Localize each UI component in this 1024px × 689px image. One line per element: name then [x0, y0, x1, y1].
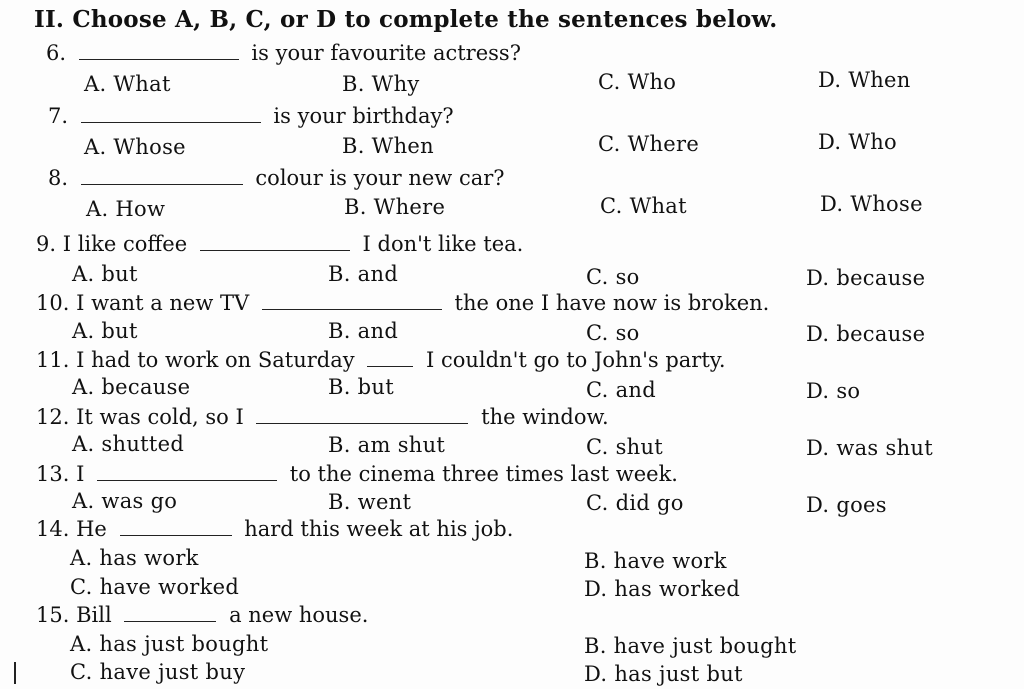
- question-text-before: I like coffee: [62, 232, 188, 256]
- option-d: D. has worked: [584, 577, 741, 601]
- option-c: C. Where: [598, 132, 700, 156]
- question-text-after: the window.: [481, 405, 609, 429]
- option-a: A. but: [72, 262, 138, 286]
- option-a: A. shutted: [72, 432, 185, 456]
- question-text-before: He: [76, 517, 107, 541]
- option-a: A. Whose: [84, 135, 186, 159]
- question-text-after: is your birthday?: [273, 104, 454, 128]
- question-9: [36, 231, 523, 257]
- question-number: 8.: [48, 166, 69, 190]
- option-c: C. shut: [586, 435, 664, 459]
- option-b: B. and: [328, 262, 399, 286]
- question-text-after: the one I have now is broken.: [454, 291, 770, 315]
- option-b: B. but: [328, 375, 394, 399]
- question-13: [36, 461, 678, 487]
- question-10: [36, 290, 769, 316]
- option-a: A. How: [86, 197, 166, 221]
- question-text-before: I had to work on Saturday: [76, 348, 355, 372]
- answer-blank: [97, 462, 277, 481]
- question-text-after: hard this week at his job.: [244, 517, 514, 541]
- question-number: 7.: [48, 104, 69, 128]
- option-b: B. and: [328, 319, 399, 343]
- answer-blank: [256, 405, 468, 424]
- option-c: C. and: [586, 378, 656, 402]
- question-number: 14.: [36, 517, 70, 541]
- answer-blank: [262, 291, 442, 310]
- option-b: B. am shut: [328, 433, 446, 457]
- option-b: B. When: [342, 134, 434, 158]
- option-c: C. did go: [586, 491, 684, 515]
- answer-blank: [200, 232, 350, 251]
- question-number: 13.: [36, 462, 70, 486]
- option-d: D. Who: [818, 130, 897, 154]
- option-b: B. Why: [342, 72, 420, 96]
- option-a: A. but: [72, 319, 138, 343]
- margin-mark: [14, 662, 16, 684]
- option-a: A. because: [72, 375, 191, 399]
- answer-blank: [124, 603, 216, 622]
- option-d: D. goes: [806, 493, 887, 517]
- option-d: D. because: [806, 322, 926, 346]
- question-text-after: colour is your new car?: [255, 166, 505, 190]
- option-c: C. What: [600, 194, 687, 218]
- question-text-before: I want a new TV: [76, 291, 250, 315]
- question-6: [46, 40, 521, 66]
- answer-blank: [81, 104, 261, 123]
- question-7: [48, 103, 454, 129]
- question-text-before: It was cold, so I: [76, 405, 244, 429]
- question-text-after: is your favourite actress?: [251, 41, 521, 65]
- question-8: [48, 165, 505, 191]
- option-c: C. so: [586, 265, 640, 289]
- question-text-after: a new house.: [229, 603, 369, 627]
- option-d: D. Whose: [820, 192, 923, 216]
- option-d: D. has just but: [584, 662, 743, 686]
- question-text-before: Bill: [76, 603, 112, 627]
- question-number: 6.: [46, 41, 67, 65]
- question-number: 11.: [36, 348, 70, 372]
- option-c: C. have just buy: [70, 660, 246, 684]
- option-a: A. has work: [70, 546, 199, 570]
- question-number: 12.: [36, 405, 70, 429]
- option-b: B. Where: [344, 195, 446, 219]
- answer-blank: [120, 517, 232, 536]
- question-text-after: I don't like tea.: [362, 232, 524, 256]
- option-d: D. When: [818, 68, 911, 92]
- question-11: [36, 347, 726, 373]
- option-a: A. was go: [72, 489, 178, 513]
- question-text-after: I couldn't go to John's party.: [426, 348, 726, 372]
- section-title: II. Choose A, B, C, or D to complete the sentences below.: [34, 6, 778, 33]
- option-a: A. has just bought: [70, 632, 269, 656]
- question-number: 15.: [36, 603, 70, 627]
- option-d: D. was shut: [806, 436, 933, 460]
- question-14: [36, 516, 513, 542]
- question-text-before: I: [76, 462, 85, 486]
- option-c: C. Who: [598, 70, 677, 94]
- option-b: B. went: [328, 490, 412, 514]
- option-b: B. have just bought: [584, 634, 797, 658]
- question-15: [36, 602, 368, 628]
- option-a: A. What: [84, 72, 171, 96]
- answer-blank: [81, 166, 243, 185]
- option-d: D. because: [806, 266, 926, 290]
- option-b: B. have work: [584, 549, 727, 573]
- question-text-after: to the cinema three times last week.: [289, 462, 678, 486]
- option-c: C. so: [586, 321, 640, 345]
- option-d: D. so: [806, 379, 861, 403]
- question-12: [36, 404, 609, 430]
- question-number: 10.: [36, 291, 70, 315]
- answer-blank: [79, 41, 239, 60]
- question-number: 9.: [36, 232, 57, 256]
- option-c: C. have worked: [70, 575, 240, 599]
- answer-blank: [367, 348, 413, 367]
